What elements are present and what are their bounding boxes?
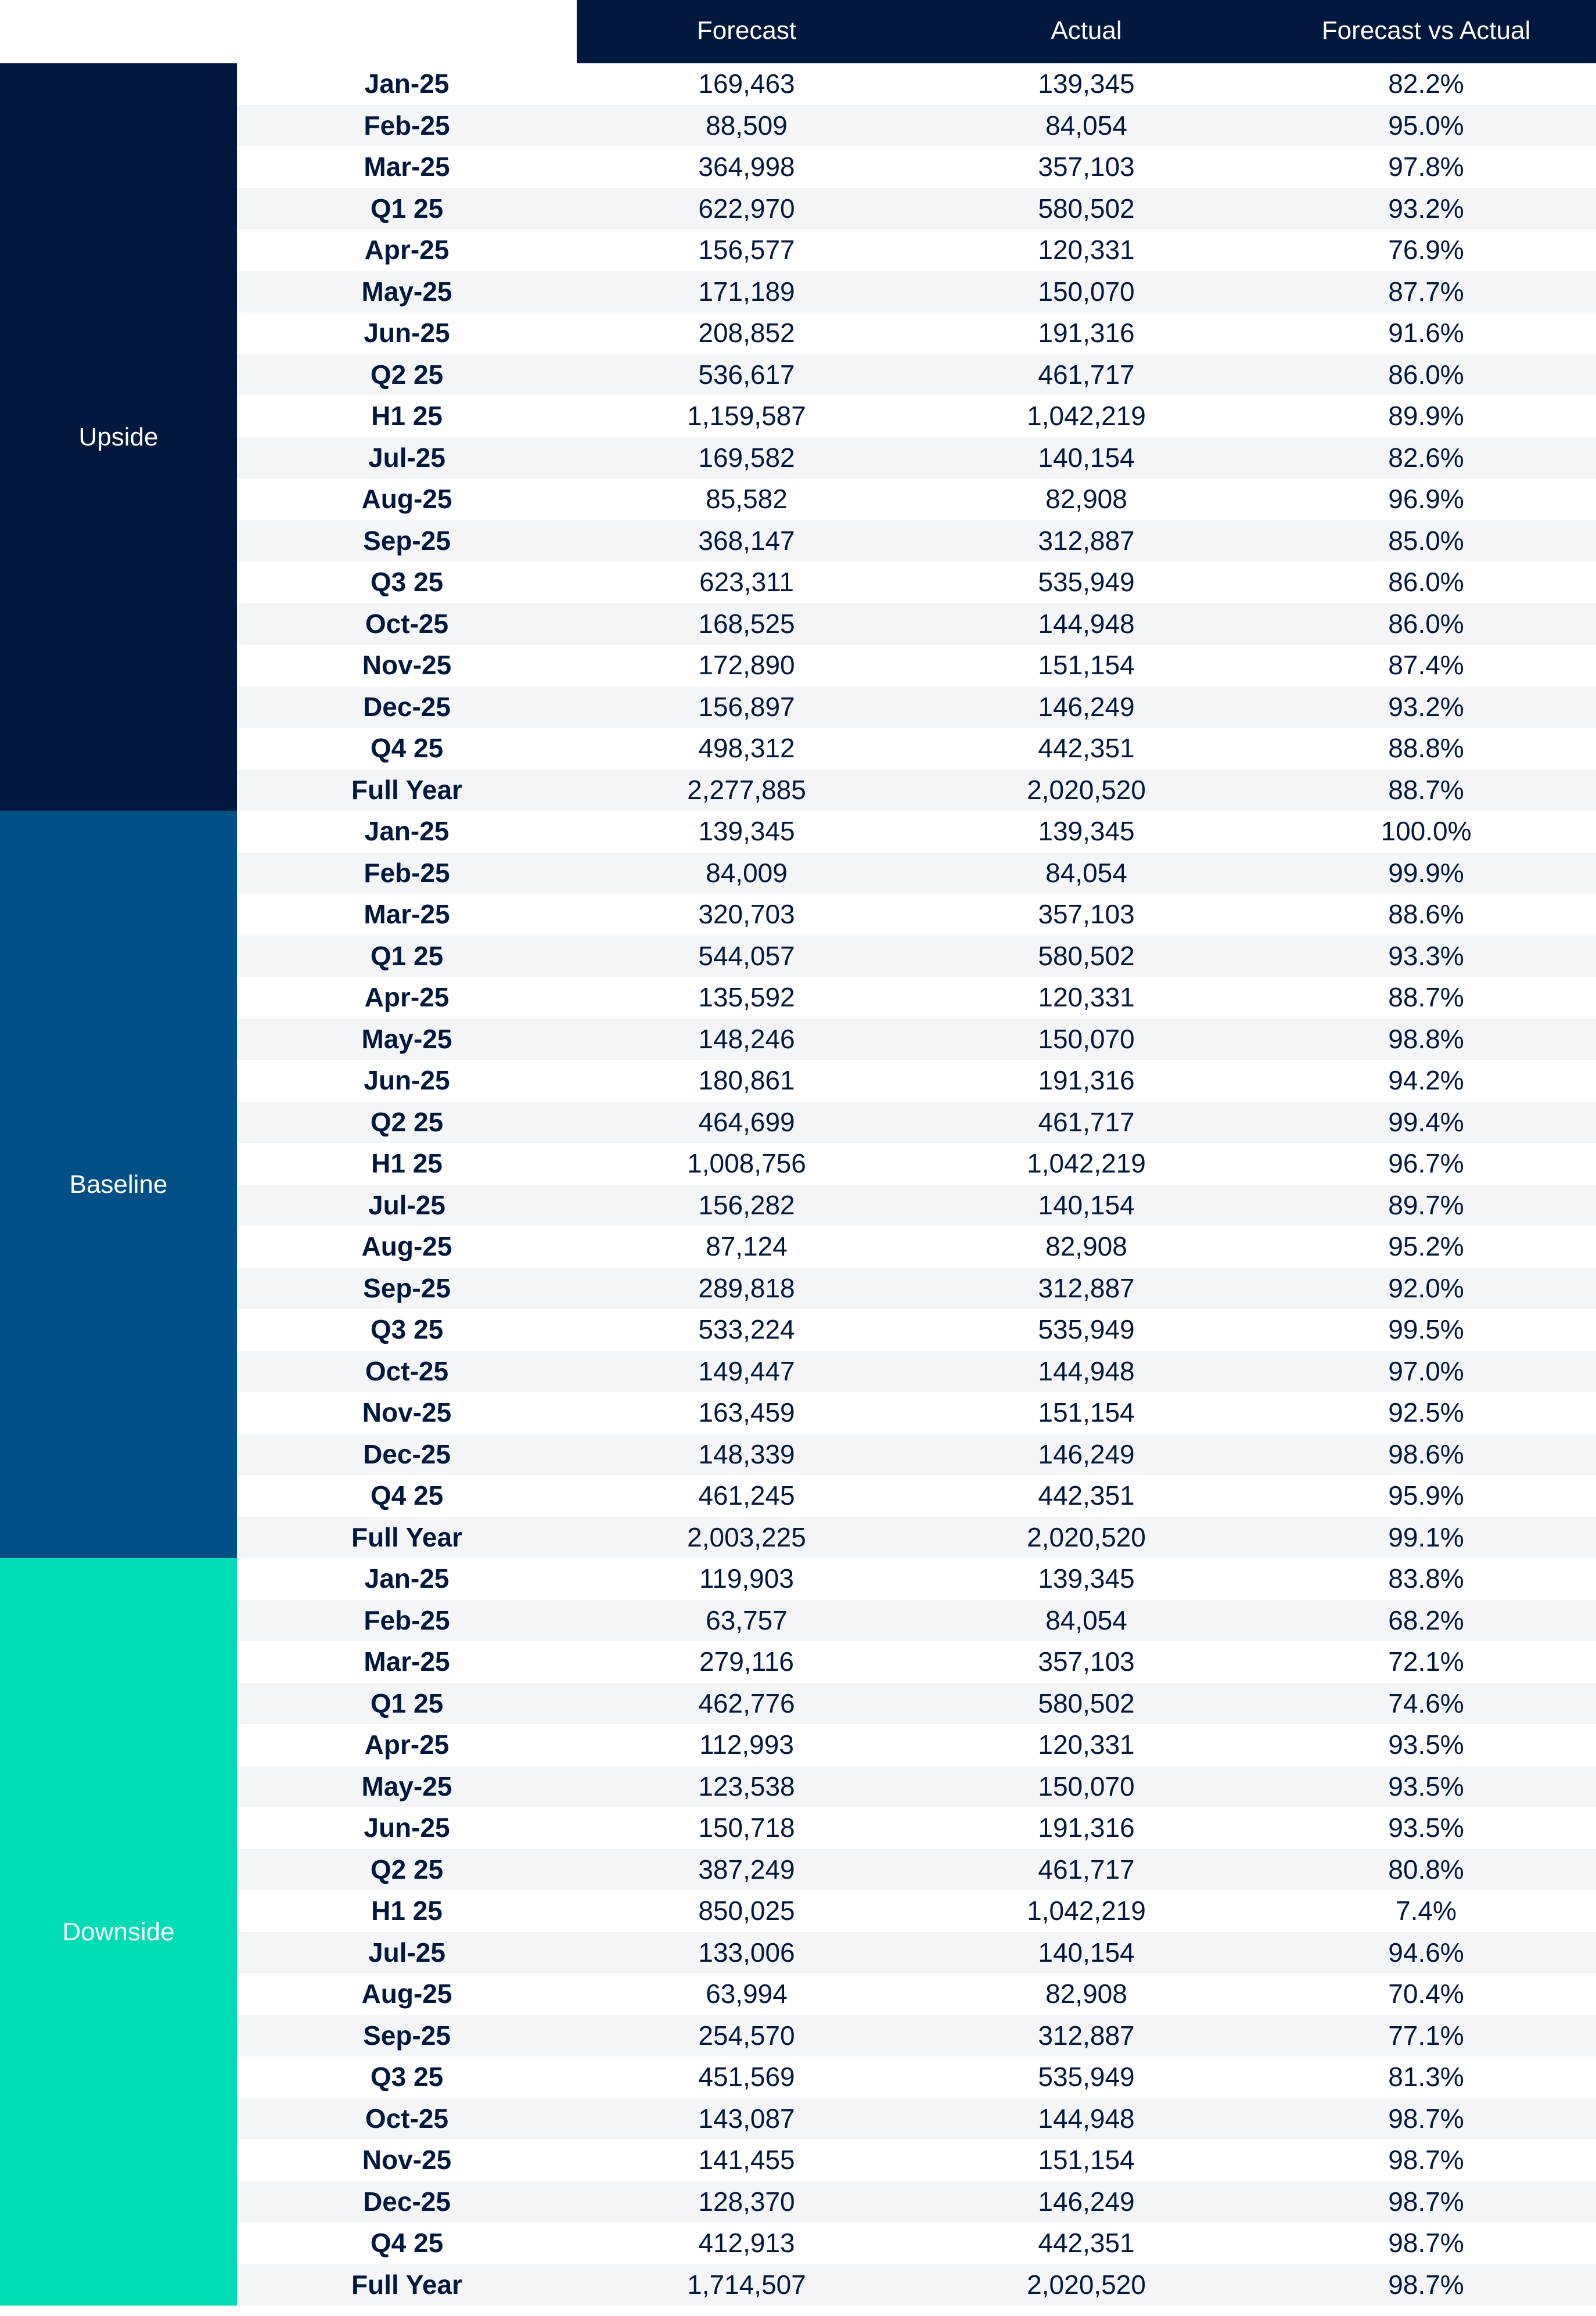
table-row [237, 2223, 1596, 2264]
table-row [237, 1309, 1596, 1351]
forecast-cell: 536,617 [698, 359, 795, 390]
actual-cell: 139,345 [1038, 816, 1135, 846]
actual-cell: 82,908 [1045, 1979, 1127, 2009]
table-row [237, 1683, 1596, 1725]
forecast-vs-actual-cell: 98.8% [1388, 1023, 1464, 1054]
table-row [237, 312, 1596, 354]
scenario-label: Upside [0, 63, 237, 811]
forecast-cell: 169,582 [698, 442, 795, 473]
forecast-cell: 143,087 [698, 2103, 795, 2134]
header-actual: Actual [1051, 16, 1122, 45]
actual-cell: 139,345 [1038, 1563, 1135, 1594]
forecast-cell: 2,003,225 [687, 1522, 806, 1552]
forecast-vs-actual-cell: 96.7% [1388, 1148, 1464, 1178]
header-forecast-vs-actual: Forecast vs Actual [1321, 16, 1531, 45]
table-row [237, 63, 1596, 105]
table-row [237, 1060, 1596, 1102]
period-cell: Jan-25 [364, 1563, 450, 1594]
period-cell: Jul-25 [368, 1937, 445, 1968]
period-cell: Mar-25 [364, 899, 450, 929]
forecast-cell: 208,852 [698, 318, 795, 348]
actual-cell: 139,345 [1038, 69, 1135, 99]
forecast-cell: 119,903 [699, 1563, 794, 1594]
period-cell: Feb-25 [364, 1605, 450, 1635]
period-cell: Full Year [351, 774, 462, 805]
period-cell: H1 25 [371, 401, 443, 431]
actual-cell: 580,502 [1038, 940, 1135, 971]
forecast-vs-actual-cell: 83.8% [1388, 1563, 1464, 1594]
forecast-vs-actual-cell: 99.5% [1388, 1314, 1464, 1344]
actual-cell: 357,103 [1038, 152, 1135, 182]
period-cell: Aug-25 [361, 1231, 452, 1261]
period-cell: Q3 25 [370, 567, 444, 597]
forecast-cell: 2,277,885 [687, 774, 806, 805]
table-row [237, 2264, 1596, 2306]
forecast-vs-actual-cell: 91.6% [1388, 318, 1464, 348]
actual-cell: 151,154 [1038, 1397, 1135, 1427]
table-row [237, 811, 1596, 853]
forecast-cell: 168,525 [698, 608, 795, 639]
table-row [237, 1849, 1596, 1891]
actual-cell: 82,908 [1045, 1231, 1127, 1261]
forecast-vs-actual-cell: 70.4% [1388, 1979, 1464, 2009]
forecast-vs-actual-cell: 97.8% [1388, 152, 1464, 182]
forecast-vs-actual-cell: 93.3% [1388, 940, 1464, 971]
forecast-cell: 850,025 [698, 1896, 795, 1926]
period-cell: Dec-25 [363, 2186, 451, 2217]
table-row [237, 936, 1596, 977]
forecast-vs-actual-cell: 74.6% [1388, 1688, 1464, 1718]
forecast-cell: 462,776 [698, 1688, 795, 1718]
period-cell: Q4 25 [370, 1480, 444, 1511]
forecast-cell: 172,890 [698, 650, 795, 680]
forecast-cell: 544,057 [698, 940, 795, 971]
forecast-cell: 451,569 [698, 2062, 795, 2092]
forecast-vs-actual-cell: 98.7% [1388, 2145, 1464, 2175]
table-row [237, 728, 1596, 769]
forecast-cell: 254,570 [698, 2020, 795, 2051]
period-cell: Apr-25 [364, 235, 450, 265]
forecast-vs-actual-cell: 93.5% [1388, 1812, 1464, 1843]
forecast-vs-actual-cell: 100.0% [1381, 816, 1472, 846]
forecast-vs-actual-cell: 82.6% [1388, 442, 1464, 473]
period-cell: Jan-25 [364, 816, 450, 846]
forecast-vs-actual-cell: 72.1% [1388, 1646, 1464, 1677]
table-row [237, 1434, 1596, 1476]
actual-cell: 120,331 [1038, 982, 1135, 1012]
table-row [237, 1641, 1596, 1683]
period-cell: Q3 25 [370, 1314, 444, 1344]
forecast-cell: 623,311 [699, 567, 794, 597]
table-row [237, 146, 1596, 188]
table-row [237, 479, 1596, 520]
forecast-cell: 320,703 [698, 899, 795, 929]
forecast-cell: 148,246 [698, 1023, 795, 1054]
table-row [237, 1766, 1596, 1808]
forecast-vs-actual-cell: 98.7% [1388, 2228, 1464, 2258]
actual-cell: 151,154 [1038, 2145, 1135, 2175]
actual-cell: 535,949 [1038, 1314, 1135, 1344]
actual-cell: 146,249 [1038, 2186, 1135, 2217]
period-cell: Mar-25 [364, 152, 450, 182]
forecast-cell: 156,897 [698, 691, 795, 722]
actual-cell: 357,103 [1038, 1646, 1135, 1677]
forecast-cell: 135,592 [698, 982, 795, 1012]
forecast-vs-actual-cell: 7.4% [1396, 1896, 1457, 1926]
actual-cell: 84,054 [1045, 1605, 1127, 1635]
actual-cell: 535,949 [1038, 567, 1135, 597]
forecast-cell: 87,124 [706, 1231, 788, 1261]
forecast-cell: 412,913 [698, 2228, 795, 2258]
table-row [237, 271, 1596, 313]
forecast-vs-actual-cell: 92.0% [1388, 1272, 1464, 1303]
forecast-vs-actual-cell: 86.0% [1388, 608, 1464, 639]
actual-cell: 1,042,219 [1027, 1148, 1146, 1178]
table-row [237, 2015, 1596, 2057]
scenario-label: Downside [0, 1558, 237, 2306]
forecast-vs-actual-cell: 93.5% [1388, 1729, 1464, 1760]
forecast-cell: 133,006 [698, 1937, 795, 1968]
forecast-vs-actual-cell: 98.7% [1388, 2186, 1464, 2217]
forecast-cell: 387,249 [698, 1854, 795, 1885]
forecast-cell: 464,699 [698, 1106, 795, 1137]
actual-cell: 461,717 [1038, 1854, 1135, 1885]
table-row [237, 520, 1596, 562]
forecast-vs-actual-cell: 76.9% [1388, 235, 1464, 265]
actual-cell: 150,070 [1038, 276, 1135, 307]
actual-cell: 191,316 [1038, 318, 1135, 348]
table-row [237, 562, 1596, 603]
period-cell: Feb-25 [364, 110, 450, 141]
period-cell: Apr-25 [364, 1729, 450, 1760]
forecast-cell: 533,224 [698, 1314, 795, 1344]
actual-cell: 140,154 [1038, 1189, 1135, 1220]
period-cell: Aug-25 [361, 1979, 452, 2009]
actual-cell: 191,316 [1038, 1065, 1135, 1095]
forecast-cell: 156,577 [698, 235, 795, 265]
actual-cell: 580,502 [1038, 193, 1135, 224]
forecast-cell: 169,463 [698, 69, 795, 99]
table-row [237, 229, 1596, 271]
table-row [237, 2098, 1596, 2140]
table-row [237, 1600, 1596, 1642]
actual-cell: 140,154 [1038, 1937, 1135, 1968]
period-cell: May-25 [361, 1771, 452, 1801]
header-forecast: Forecast [696, 16, 797, 45]
forecast-vs-actual-cell: 93.2% [1388, 691, 1464, 722]
table-row [237, 1226, 1596, 1268]
period-cell: Nov-25 [362, 2145, 452, 2175]
forecast-cell: 148,339 [698, 1438, 795, 1469]
forecast-vs-actual-cell: 97.0% [1388, 1355, 1464, 1386]
period-cell: Jul-25 [368, 1189, 445, 1220]
actual-cell: 146,249 [1038, 1438, 1135, 1469]
period-cell: Q2 25 [370, 359, 444, 390]
forecast-cell: 156,282 [698, 1189, 795, 1220]
period-cell: Q4 25 [370, 733, 444, 763]
actual-cell: 442,351 [1038, 733, 1135, 763]
actual-cell: 120,331 [1038, 235, 1135, 265]
forecast-cell: 1,714,507 [687, 2269, 806, 2300]
period-cell: Jun-25 [364, 1812, 450, 1843]
table-row [237, 1517, 1596, 1559]
forecast-cell: 123,538 [698, 1771, 795, 1801]
actual-cell: 191,316 [1038, 1812, 1135, 1843]
table-row [237, 2056, 1596, 2098]
forecast-vs-actual-cell: 96.9% [1388, 484, 1464, 514]
period-cell: Jun-25 [364, 318, 450, 348]
table-row [237, 2139, 1596, 2181]
forecast-vs-actual-cell: 88.8% [1388, 733, 1464, 763]
table-row [237, 645, 1596, 686]
actual-cell: 442,351 [1038, 2228, 1135, 2258]
period-cell: Nov-25 [362, 650, 452, 680]
table-row [237, 1973, 1596, 2015]
actual-cell: 1,042,219 [1027, 401, 1146, 431]
forecast-vs-actual-cell: 98.7% [1388, 2103, 1464, 2134]
table-row [237, 395, 1596, 437]
forecast-cell: 498,312 [698, 733, 795, 763]
forecast-cell: 85,582 [706, 484, 788, 514]
actual-cell: 1,042,219 [1027, 1896, 1146, 1926]
table-row [237, 1268, 1596, 1310]
period-cell: Sep-25 [363, 2020, 451, 2051]
period-cell: Mar-25 [364, 1646, 450, 1677]
period-cell: Apr-25 [364, 982, 450, 1012]
forecast-cell: 289,818 [698, 1272, 795, 1303]
period-cell: Aug-25 [361, 484, 452, 514]
forecast-cell: 88,509 [706, 110, 788, 141]
actual-cell: 461,717 [1038, 1106, 1135, 1137]
period-cell: Jan-25 [364, 69, 450, 99]
period-cell: H1 25 [371, 1148, 443, 1178]
forecast-vs-actual-cell: 98.7% [1388, 2269, 1464, 2300]
period-cell: Jul-25 [368, 442, 445, 473]
table-row [237, 1724, 1596, 1766]
forecast-cell: 364,998 [698, 152, 795, 182]
table-row [237, 1475, 1596, 1517]
actual-cell: 84,054 [1045, 110, 1127, 141]
period-cell: Nov-25 [362, 1397, 452, 1427]
forecast-vs-actual-cell: 80.8% [1388, 1854, 1464, 1885]
forecast-vs-actual-cell: 88.6% [1388, 899, 1464, 929]
period-cell: May-25 [361, 1023, 452, 1054]
period-cell: Full Year [351, 2269, 462, 2300]
table-row [237, 1392, 1596, 1434]
actual-cell: 442,351 [1038, 1480, 1135, 1511]
scenario-label: Baseline [0, 811, 237, 1558]
table-row [237, 769, 1596, 811]
actual-cell: 2,020,520 [1027, 774, 1146, 805]
actual-cell: 357,103 [1038, 899, 1135, 929]
forecast-vs-actual-cell: 99.1% [1388, 1522, 1464, 1552]
forecast-cell: 150,718 [698, 1812, 795, 1843]
actual-cell: 120,331 [1038, 1729, 1135, 1760]
forecast-vs-actual-cell: 86.0% [1388, 359, 1464, 390]
actual-cell: 84,054 [1045, 857, 1127, 888]
forecast-cell: 128,370 [698, 2186, 795, 2217]
forecast-cell: 622,970 [698, 193, 795, 224]
actual-cell: 312,887 [1038, 2020, 1135, 2051]
forecast-vs-actual-cell: 88.7% [1388, 982, 1464, 1012]
forecast-cell: 461,245 [698, 1480, 795, 1511]
period-cell: May-25 [361, 276, 452, 307]
period-cell: Feb-25 [364, 857, 450, 888]
forecast-vs-actual-cell: 93.5% [1388, 1771, 1464, 1801]
forecast-vs-actual-cell: 82.2% [1388, 69, 1464, 99]
forecast-vs-actual-cell: 87.7% [1388, 276, 1464, 307]
forecast-cell: 279,116 [699, 1646, 794, 1677]
forecast-cell: 63,994 [706, 1979, 788, 2009]
actual-cell: 144,948 [1038, 1355, 1135, 1386]
forecast-vs-actual-cell: 93.2% [1388, 193, 1464, 224]
forecast-vs-actual-cell: 92.5% [1388, 1397, 1464, 1427]
table-row [237, 2181, 1596, 2223]
forecast-vs-actual-cell: 68.2% [1388, 1605, 1464, 1635]
forecast-vs-actual-cell: 89.7% [1388, 1189, 1464, 1220]
forecast-cell: 84,009 [706, 857, 788, 888]
table-header [577, 0, 1596, 63]
actual-cell: 140,154 [1038, 442, 1135, 473]
forecast-vs-actual-cell: 99.4% [1388, 1106, 1464, 1137]
actual-cell: 151,154 [1038, 650, 1135, 680]
actual-cell: 150,070 [1038, 1023, 1135, 1054]
table-row [237, 1558, 1596, 1600]
period-cell: Q1 25 [370, 193, 444, 224]
forecast-cell: 180,861 [698, 1065, 795, 1095]
forecast-cell: 1,159,587 [687, 401, 806, 431]
forecast-vs-actual-cell: 95.2% [1388, 1231, 1464, 1261]
actual-cell: 580,502 [1038, 1688, 1135, 1718]
period-cell: Oct-25 [365, 608, 449, 639]
table-row [237, 437, 1596, 479]
table-row [237, 1807, 1596, 1849]
table-row [237, 1351, 1596, 1393]
table-row [237, 188, 1596, 230]
forecast-vs-actual-cell: 86.0% [1388, 567, 1464, 597]
actual-cell: 2,020,520 [1027, 1522, 1146, 1552]
table-row [237, 977, 1596, 1019]
forecast-vs-actual-cell: 89.9% [1388, 401, 1464, 431]
forecast-vs-actual-cell: 98.6% [1388, 1438, 1464, 1469]
table-row [237, 853, 1596, 894]
actual-cell: 312,887 [1038, 1272, 1135, 1303]
forecast-cell: 171,189 [698, 276, 795, 307]
forecast-cell: 163,459 [698, 1397, 795, 1427]
forecast-cell: 139,345 [698, 816, 795, 846]
forecast-cell: 63,757 [706, 1605, 788, 1635]
period-cell: Q1 25 [370, 940, 444, 971]
forecast-vs-actual-cell: 81.3% [1388, 2062, 1464, 2092]
table-row [237, 354, 1596, 396]
period-cell: Jun-25 [364, 1065, 450, 1095]
actual-cell: 144,948 [1038, 2103, 1135, 2134]
forecast-vs-actual-cell: 95.0% [1388, 110, 1464, 141]
table-row [237, 894, 1596, 936]
actual-cell: 461,717 [1038, 359, 1135, 390]
forecast-cell: 149,447 [698, 1355, 795, 1386]
period-cell: Sep-25 [363, 525, 451, 556]
forecast-vs-actual-cell: 88.7% [1388, 774, 1464, 805]
period-cell: Q1 25 [370, 1688, 444, 1718]
actual-cell: 82,908 [1045, 484, 1127, 514]
forecast-vs-actual-cell: 85.0% [1388, 525, 1464, 556]
forecast-vs-actual-cell: 94.6% [1388, 1937, 1464, 1968]
forecast-vs-actual-cell: 94.2% [1388, 1065, 1464, 1095]
forecast-cell: 368,147 [698, 525, 795, 556]
period-cell: Dec-25 [363, 691, 451, 722]
table-row [237, 1185, 1596, 1227]
table-row [237, 1102, 1596, 1143]
period-cell: Q2 25 [370, 1854, 444, 1885]
actual-cell: 2,020,520 [1027, 2269, 1146, 2300]
actual-cell: 312,887 [1038, 525, 1135, 556]
table-row [237, 686, 1596, 728]
forecast-vs-actual-cell: 95.9% [1388, 1480, 1464, 1511]
forecast-cell: 112,993 [699, 1729, 794, 1760]
table-row [237, 1890, 1596, 1932]
period-cell: Q4 25 [370, 2228, 444, 2258]
table-row [237, 1932, 1596, 1974]
forecast-cell: 1,008,756 [687, 1148, 806, 1178]
period-cell: Dec-25 [363, 1438, 451, 1469]
table-row [237, 603, 1596, 645]
forecast-cell: 141,455 [698, 2145, 795, 2175]
table-row [237, 1019, 1596, 1060]
period-cell: Q2 25 [370, 1106, 444, 1137]
forecast-vs-actual-cell: 87.4% [1388, 650, 1464, 680]
table-row [237, 105, 1596, 147]
period-cell: Full Year [351, 1522, 462, 1552]
period-cell: Q3 25 [370, 2062, 444, 2092]
period-cell: Oct-25 [365, 1355, 449, 1386]
actual-cell: 535,949 [1038, 2062, 1135, 2092]
actual-cell: 144,948 [1038, 608, 1135, 639]
period-cell: H1 25 [371, 1896, 443, 1926]
period-cell: Oct-25 [365, 2103, 449, 2134]
actual-cell: 146,249 [1038, 691, 1135, 722]
forecast-vs-actual-cell: 99.9% [1388, 857, 1464, 888]
actual-cell: 150,070 [1038, 1771, 1135, 1801]
period-cell: Sep-25 [363, 1272, 451, 1303]
forecast-vs-actual-cell: 77.1% [1388, 2020, 1464, 2051]
table-row [237, 1143, 1596, 1185]
